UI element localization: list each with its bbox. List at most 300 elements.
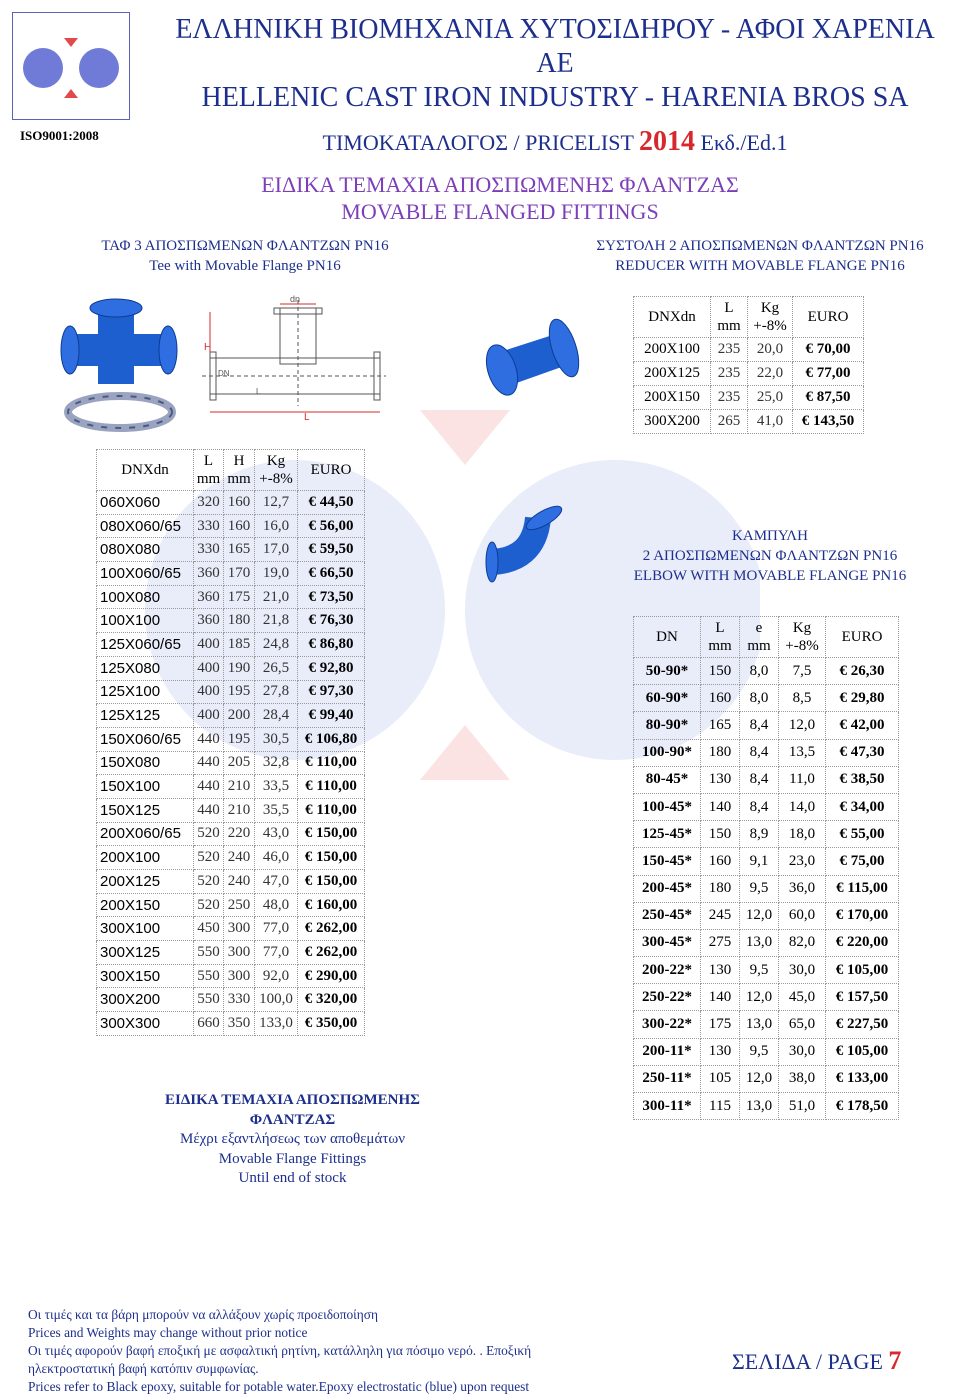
tee-cell: 46,0 <box>255 846 298 870</box>
elbow-col-l: L mm <box>701 617 740 658</box>
elbow-cell: € 47,30 <box>826 739 899 766</box>
elbow-cell: 275 <box>701 929 740 956</box>
tee-cell: 550 <box>194 988 224 1012</box>
tee-cell: 27,8 <box>255 680 298 704</box>
tee-cell: 21,8 <box>255 609 298 633</box>
elbow-cell: 130 <box>701 766 740 793</box>
elbow-cell: € 105,00 <box>826 957 899 984</box>
reducer-cell: 200X150 <box>634 386 711 410</box>
company-logo <box>12 12 130 120</box>
tee-cell: € 150,00 <box>298 846 365 870</box>
elbow-cell: 100-45* <box>634 793 701 820</box>
tee-cell: 300 <box>224 941 255 965</box>
tee-row <box>97 585 365 609</box>
tee-cell: 360 <box>194 585 224 609</box>
elbow-cell: € 26,30 <box>826 658 899 685</box>
elbow-cell: 100-90* <box>634 739 701 766</box>
elbow-cell: 8,4 <box>740 712 779 739</box>
elbow-price-table <box>633 616 899 1120</box>
tee-row <box>97 964 365 988</box>
elbow-row <box>634 766 899 793</box>
tee-cell: 300X100 <box>97 917 194 941</box>
elbow-row <box>634 658 899 685</box>
tee-cell: 21,0 <box>255 585 298 609</box>
elbow-cell: € 227,50 <box>826 1011 899 1038</box>
elbow-cell: 12,0 <box>779 712 826 739</box>
elbow-cell: 8,4 <box>740 766 779 793</box>
elbow-row <box>634 984 899 1011</box>
tee-cell: 19,0 <box>255 562 298 586</box>
note-line-5: Until end of stock <box>238 1170 347 1186</box>
elbow-cell: 140 <box>701 984 740 1011</box>
elbow-cell: 245 <box>701 902 740 929</box>
tee-cell: € 262,00 <box>298 941 365 965</box>
reducer-cell: € 77,00 <box>793 362 864 386</box>
footer-notes <box>28 1306 668 1396</box>
elbow-cell: 175 <box>701 1011 740 1038</box>
tee-row <box>97 870 365 894</box>
elbow-cell: € 157,50 <box>826 984 899 1011</box>
tee-cell: 30,5 <box>255 727 298 751</box>
elbow-cell: 9,5 <box>740 1038 779 1065</box>
tee-row <box>97 562 365 586</box>
elbow-heading <box>590 526 950 586</box>
tee-fitting-photo <box>56 294 184 444</box>
tee-cell: 330 <box>224 988 255 1012</box>
tee-cell: 17,0 <box>255 538 298 562</box>
tee-cell: 080X080 <box>97 538 194 562</box>
elbow-cell: € 133,00 <box>826 1065 899 1092</box>
tee-cell: 28,4 <box>255 704 298 728</box>
elbow-cell: 60,0 <box>779 902 826 929</box>
tee-cell: 160 <box>224 491 255 515</box>
elbow-cell: 51,0 <box>779 1093 826 1120</box>
reducer-table-body <box>634 338 864 434</box>
elbow-row <box>634 929 899 956</box>
drawing-label-h: H <box>204 342 212 353</box>
elbow-cell: € 75,00 <box>826 848 899 875</box>
elbow-cell: 8,9 <box>740 821 779 848</box>
tee-cell: € 262,00 <box>298 917 365 941</box>
elbow-row <box>634 1065 899 1092</box>
tee-cell: 520 <box>194 893 224 917</box>
tee-cell: 300X125 <box>97 941 194 965</box>
tee-row <box>97 893 365 917</box>
tee-cell: 360 <box>194 562 224 586</box>
tee-cell: 150X100 <box>97 775 194 799</box>
tee-col-euro: EURO <box>298 450 365 491</box>
tee-cell: € 160,00 <box>298 893 365 917</box>
page-label: ΣΕΛΙΔΑ / PAGE <box>732 1349 883 1374</box>
drawing-label-dn2: DN <box>218 369 230 378</box>
reducer-col-dnxdn: DNXdn <box>634 297 711 338</box>
tee-row <box>97 727 365 751</box>
tee-cell: 330 <box>194 514 224 538</box>
tee-col-kg: Kg +-8% <box>255 450 298 491</box>
elbow-cell: € 55,00 <box>826 821 899 848</box>
elbow-row <box>634 1093 899 1120</box>
tee-cell: € 92,80 <box>298 656 365 680</box>
elbow-cell: 80-90* <box>634 712 701 739</box>
elbow-cell: 130 <box>701 957 740 984</box>
note-line-1: ΕΙΔΙΚΑ ΤΕΜΑΧΙΑ ΑΠΟΣΠΩΜΕΝΗΣ <box>165 1092 420 1108</box>
elbow-row <box>634 1038 899 1065</box>
tee-cell: 440 <box>194 727 224 751</box>
tee-col-dnxdn: DNXdn <box>97 450 194 491</box>
tee-cell: € 320,00 <box>298 988 365 1012</box>
reducer-cell: 300X200 <box>634 410 711 434</box>
tee-row <box>97 538 365 562</box>
tee-cell: 440 <box>194 798 224 822</box>
elbow-cell: 8,4 <box>740 793 779 820</box>
tee-cell: 150X080 <box>97 751 194 775</box>
footer-line-4: ηλεκτροστατική βαφή κατόπιν συμφωνίας. <box>28 1361 259 1376</box>
tee-cell: 195 <box>224 727 255 751</box>
tee-row <box>97 917 365 941</box>
tee-cell: 77,0 <box>255 917 298 941</box>
section-title-english: MOVABLE FLANGED FITTINGS <box>341 199 659 224</box>
tee-cell: 300 <box>224 964 255 988</box>
reducer-heading <box>560 236 960 276</box>
tee-cell: € 56,00 <box>298 514 365 538</box>
elbow-cell: 80-45* <box>634 766 701 793</box>
tee-cell: 125X100 <box>97 680 194 704</box>
elbow-cell: 13,0 <box>740 1093 779 1120</box>
tee-cell: 200X060/65 <box>97 822 194 846</box>
tee-cell: 165 <box>224 538 255 562</box>
elbow-cell: 30,0 <box>779 957 826 984</box>
elbow-title-greek-1: ΚΑΜΠΥΛΗ <box>732 528 808 544</box>
reducer-row <box>634 410 864 434</box>
tee-cell: € 66,50 <box>298 562 365 586</box>
tee-cell: 195 <box>224 680 255 704</box>
reducer-cell: 22,0 <box>748 362 793 386</box>
elbow-cell: 140 <box>701 793 740 820</box>
elbow-cell: 36,0 <box>779 875 826 902</box>
tee-cell: 33,5 <box>255 775 298 799</box>
tee-cell: 400 <box>194 680 224 704</box>
elbow-cell: 180 <box>701 875 740 902</box>
reducer-cell: € 143,50 <box>793 410 864 434</box>
tee-cell: 250 <box>224 893 255 917</box>
tee-cell: 77,0 <box>255 941 298 965</box>
tee-price-table <box>96 449 365 1036</box>
tee-cell: 520 <box>194 870 224 894</box>
iso-certification: ISO9001:2008 <box>20 128 99 143</box>
tee-cell: 240 <box>224 870 255 894</box>
drawing-label-dn: dn <box>290 294 301 304</box>
tee-cell: 400 <box>194 656 224 680</box>
reducer-cell: 200X100 <box>634 338 711 362</box>
elbow-row <box>634 1011 899 1038</box>
tee-cell: 205 <box>224 751 255 775</box>
reducer-row <box>634 338 864 362</box>
elbow-cell: 250-11* <box>634 1065 701 1092</box>
tee-cell: 080X060/65 <box>97 514 194 538</box>
tee-cell: 520 <box>194 846 224 870</box>
reducer-col-l: L mm <box>711 297 748 338</box>
footer-line-1: Οι τιμές και τα βάρη μπορούν να αλλάξουν χωρίς προειδοποίηση <box>28 1307 378 1322</box>
tee-cell: € 110,00 <box>298 798 365 822</box>
tee-cell: 400 <box>194 633 224 657</box>
footer-line-2: Prices and Weights may change without prior notice <box>28 1325 308 1340</box>
note-line-2: ΦΛΑΝΤΖΑΣ <box>249 1111 336 1128</box>
tee-cell: 100,0 <box>255 988 298 1012</box>
elbow-cell: 38,0 <box>779 1065 826 1092</box>
reducer-cell: 235 <box>711 338 748 362</box>
tee-col-h: H mm <box>224 450 255 491</box>
tee-cell: 300X150 <box>97 964 194 988</box>
company-name-greek: ΕΛΛΗΝΙΚΗ ΒΙΟΜΗΧΑΝΙΑ ΧΥΤΟΣΙΔΗΡΟΥ - ΑΦΟΙ ΧΑΡΕΝΙΑ <box>175 14 935 45</box>
elbow-cell: 160 <box>701 685 740 712</box>
tee-cell: 210 <box>224 775 255 799</box>
tee-cell: € 73,50 <box>298 585 365 609</box>
section-title-greek: ΕΙΔΙΚΑ ΤΕΜΑΧΙΑ ΑΠΟΣΠΩΜΕΝΗΣ ΦΛΑΝΤΖΑΣ <box>261 172 739 197</box>
elbow-cell: 30,0 <box>779 1038 826 1065</box>
tee-cell: 32,8 <box>255 751 298 775</box>
elbow-cell: € 178,50 <box>826 1093 899 1120</box>
elbow-cell: 60-90* <box>634 685 701 712</box>
company-name-english: HELLENIC CAST IRON INDUSTRY - HARENIA BROS SA <box>201 82 909 113</box>
tee-cell: 170 <box>224 562 255 586</box>
elbow-cell: 150 <box>701 821 740 848</box>
reducer-row <box>634 362 864 386</box>
tee-cell: € 97,30 <box>298 680 365 704</box>
tee-cell: 43,0 <box>255 822 298 846</box>
elbow-cell: 13,0 <box>740 929 779 956</box>
elbow-row <box>634 875 899 902</box>
elbow-col-kg: Kg +-8% <box>779 617 826 658</box>
elbow-cell: 250-22* <box>634 984 701 1011</box>
tee-cell: 48,0 <box>255 893 298 917</box>
tee-cell: 320 <box>194 491 224 515</box>
tee-cell: € 350,00 <box>298 1012 365 1036</box>
page-number <box>732 1346 901 1376</box>
tee-cell: 550 <box>194 941 224 965</box>
elbow-cell: 14,0 <box>779 793 826 820</box>
reducer-row <box>634 386 864 410</box>
elbow-cell: € 42,00 <box>826 712 899 739</box>
tee-title-english: Tee with Movable Flange PN16 <box>149 258 341 274</box>
tee-row <box>97 751 365 775</box>
tee-cell: 200 <box>224 704 255 728</box>
elbow-fitting-photo <box>478 500 574 590</box>
elbow-row <box>634 957 899 984</box>
elbow-cell: 180 <box>701 739 740 766</box>
tee-cell: 125X125 <box>97 704 194 728</box>
elbow-cell: 12,0 <box>740 1065 779 1092</box>
elbow-cell: 9,1 <box>740 848 779 875</box>
reducer-cell: € 70,00 <box>793 338 864 362</box>
reducer-cell: 20,0 <box>748 338 793 362</box>
tee-cell: 92,0 <box>255 964 298 988</box>
tee-cell: 450 <box>194 917 224 941</box>
reducer-title-english: REDUCER WITH MOVABLE FLANGE PN16 <box>615 258 905 274</box>
reducer-title-greek: ΣΥΣΤΟΛΗ 2 ΑΠΟΣΠΩΜΕΝΩΝ ΦΛΑΝΤΖΩΝ PN16 <box>596 238 924 254</box>
reducer-cell: 25,0 <box>748 386 793 410</box>
tee-cell: 185 <box>224 633 255 657</box>
tee-technical-drawing <box>196 294 388 420</box>
tee-cell: 175 <box>224 585 255 609</box>
tee-cell: 150X060/65 <box>97 727 194 751</box>
tee-row <box>97 941 365 965</box>
drawing-label-l2: L <box>256 387 261 396</box>
elbow-cell: 115 <box>701 1093 740 1120</box>
elbow-cell: € 115,00 <box>826 875 899 902</box>
elbow-cell: 150-45* <box>634 848 701 875</box>
tee-cell: € 59,50 <box>298 538 365 562</box>
elbow-cell: 23,0 <box>779 848 826 875</box>
elbow-row <box>634 685 899 712</box>
tee-row <box>97 680 365 704</box>
elbow-cell: 82,0 <box>779 929 826 956</box>
elbow-cell: 8,0 <box>740 685 779 712</box>
reducer-fitting-photo <box>478 312 582 416</box>
tee-row <box>97 704 365 728</box>
elbow-cell: € 38,50 <box>826 766 899 793</box>
elbow-cell: € 34,00 <box>826 793 899 820</box>
tee-cell: € 290,00 <box>298 964 365 988</box>
elbow-col-e: e mm <box>740 617 779 658</box>
tee-row <box>97 609 365 633</box>
tee-cell: 300X200 <box>97 988 194 1012</box>
tee-cell: 26,5 <box>255 656 298 680</box>
elbow-cell: 50-90* <box>634 658 701 685</box>
elbow-cell: 300-11* <box>634 1093 701 1120</box>
elbow-cell: 9,5 <box>740 875 779 902</box>
tee-cell: 300 <box>224 917 255 941</box>
tee-cell: 660 <box>194 1012 224 1036</box>
footer-line-5: Prices refer to Black epoxy, suitable for potable water.Epoxy electrostatic (blue) upon request <box>28 1379 530 1394</box>
tee-cell: 400 <box>194 704 224 728</box>
elbow-cell: 8,5 <box>779 685 826 712</box>
elbow-cell: 45,0 <box>779 984 826 1011</box>
tee-cell: 300X300 <box>97 1012 194 1036</box>
elbow-cell: 11,0 <box>779 766 826 793</box>
page-number-value: 7 <box>888 1346 902 1375</box>
pricelist-year: 2014 <box>639 126 696 157</box>
tee-cell: € 76,30 <box>298 609 365 633</box>
reducer-cell: 235 <box>711 362 748 386</box>
tee-heading <box>40 236 450 276</box>
elbow-cell: 150 <box>701 658 740 685</box>
tee-cell: 330 <box>194 538 224 562</box>
elbow-cell: 300-22* <box>634 1011 701 1038</box>
drawing-label-l: L <box>304 412 310 420</box>
elbow-cell: 9,5 <box>740 957 779 984</box>
elbow-row <box>634 793 899 820</box>
elbow-row <box>634 739 899 766</box>
tee-cell: 160 <box>224 514 255 538</box>
tee-cell: 550 <box>194 964 224 988</box>
tee-cell: 125X080 <box>97 656 194 680</box>
tee-cell: 12,7 <box>255 491 298 515</box>
tee-cell: 16,0 <box>255 514 298 538</box>
reducer-cell: € 87,50 <box>793 386 864 410</box>
pricelist-title <box>150 126 960 158</box>
elbow-cell: 18,0 <box>779 821 826 848</box>
elbow-cell: 200-11* <box>634 1038 701 1065</box>
tee-cell: 220 <box>224 822 255 846</box>
elbow-cell: 7,5 <box>779 658 826 685</box>
elbow-cell: € 29,80 <box>826 685 899 712</box>
reducer-col-kg: Kg +-8% <box>748 297 793 338</box>
tee-cell: € 106,80 <box>298 727 365 751</box>
elbow-row <box>634 821 899 848</box>
tee-cell: € 110,00 <box>298 775 365 799</box>
elbow-cell: 200-22* <box>634 957 701 984</box>
elbow-table-body <box>634 658 899 1120</box>
elbow-cell: 8,4 <box>740 739 779 766</box>
reducer-cell: 235 <box>711 386 748 410</box>
elbow-title-english: ELBOW WITH MOVABLE FLANGE PN16 <box>633 568 907 584</box>
tee-cell: € 99,40 <box>298 704 365 728</box>
reducer-cell: 41,0 <box>748 410 793 434</box>
tee-row <box>97 798 365 822</box>
tee-row <box>97 775 365 799</box>
tee-cell: 133,0 <box>255 1012 298 1036</box>
tee-cell: € 44,50 <box>298 491 365 515</box>
tee-cell: 210 <box>224 798 255 822</box>
elbow-row <box>634 848 899 875</box>
elbow-cell: 105 <box>701 1065 740 1092</box>
tee-cell: 200X125 <box>97 870 194 894</box>
tee-cell: € 110,00 <box>298 751 365 775</box>
elbow-col-euro: EURO <box>826 617 899 658</box>
elbow-row <box>634 902 899 929</box>
elbow-cell: 8,0 <box>740 658 779 685</box>
tee-title-greek: ΤΑΦ 3 ΑΠΟΣΠΩΜΕΝΩΝ ΦΛΑΝΤΖΩΝ PN16 <box>101 238 389 254</box>
elbow-cell: 12,0 <box>740 984 779 1011</box>
elbow-cell: 65,0 <box>779 1011 826 1038</box>
tee-cell: 125X060/65 <box>97 633 194 657</box>
tee-row <box>97 1012 365 1036</box>
elbow-cell: € 220,00 <box>826 929 899 956</box>
elbow-col-dn: DN <box>634 617 701 658</box>
reducer-col-euro: EURO <box>793 297 864 338</box>
elbow-cell: 200-45* <box>634 875 701 902</box>
tee-row <box>97 846 365 870</box>
tee-cell: 190 <box>224 656 255 680</box>
reducer-cell: 200X125 <box>634 362 711 386</box>
tee-cell: 360 <box>194 609 224 633</box>
tee-row <box>97 514 365 538</box>
elbow-cell: 13,5 <box>779 739 826 766</box>
elbow-cell: 13,0 <box>740 1011 779 1038</box>
tee-cell: € 86,80 <box>298 633 365 657</box>
tee-table-body <box>97 491 365 1036</box>
elbow-title-greek-2: 2 ΑΠΟΣΠΩΜΕΝΩΝ ΦΛΑΝΤΖΩΝ PN16 <box>642 548 898 564</box>
stock-note <box>140 1091 445 1189</box>
reducer-cell: 265 <box>711 410 748 434</box>
tee-cell: 150X125 <box>97 798 194 822</box>
pricelist-prefix: ΤΙΜΟΚΑΤΑΛΟΓΟΣ / PRICELIST <box>322 130 634 155</box>
elbow-cell: 130 <box>701 1038 740 1065</box>
elbow-cell: 12,0 <box>740 902 779 929</box>
tee-row <box>97 656 365 680</box>
tee-cell: 100X100 <box>97 609 194 633</box>
tee-row <box>97 633 365 657</box>
tee-cell: 060X060 <box>97 491 194 515</box>
elbow-cell: 250-45* <box>634 902 701 929</box>
tee-row <box>97 822 365 846</box>
elbow-cell: 125-45* <box>634 821 701 848</box>
tee-cell: 350 <box>224 1012 255 1036</box>
tee-cell: 440 <box>194 775 224 799</box>
tee-cell: € 150,00 <box>298 822 365 846</box>
tee-cell: 440 <box>194 751 224 775</box>
elbow-cell: 160 <box>701 848 740 875</box>
